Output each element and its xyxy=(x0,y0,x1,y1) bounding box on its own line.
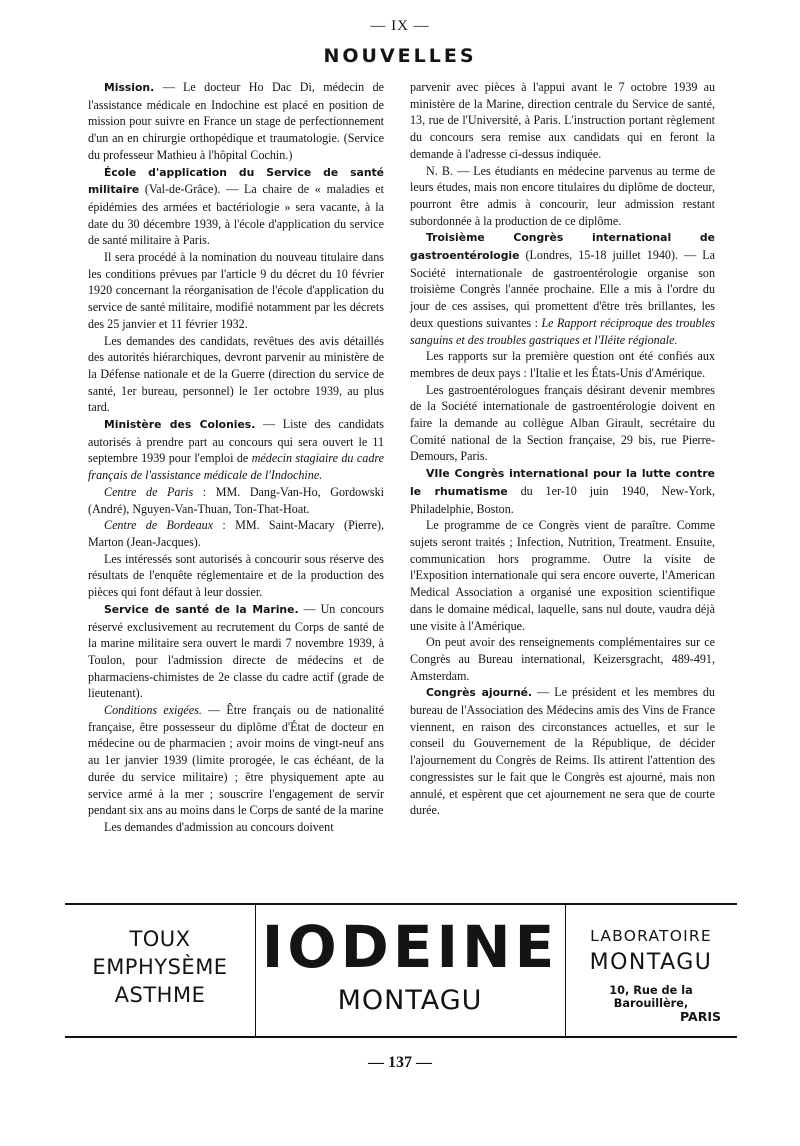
paragraph xyxy=(88,484,384,517)
italic-text: Le Rapport réciproque des troubles sanguins et des troubles gastriques et l'Iléite régionale. xyxy=(410,315,715,347)
paragraph-text: — Liste des candidats autorisés à prendre part au concours qui sera ouvert le 11 septembre 1939 pour l'emploi de xyxy=(88,417,384,466)
paragraph xyxy=(410,79,715,163)
paragraph-text: — Un concours réservé exclusivement au recrutement du Corps de santé de la marine militaire sera ouvert le mardi 7 novembre 1939, à Toulon, pour l'admission directe de médecins et de pharmaciens-chimistes de 2e classe du cadre actif (grade de lieutenant). xyxy=(88,601,384,701)
paragraph xyxy=(88,79,384,164)
paragraph-text: Les demandes d'admission au concours doivent xyxy=(104,819,334,834)
paragraph-text: Il sera procédé à la nomination du nouveau titulaire dans les conditions prévues par l'article 9 du décret du 10 février 1920 concernant la réorganisation de l'école d'application du service de santé militaire, modifié notamment par les décrets des 25 janvier et 11 février 1932. xyxy=(88,250,384,331)
paragraph-text: Les rapports sur la première question ont été confiés aux membres de deux pays : l'Italie et les États-Unis d'Amérique. xyxy=(410,349,715,380)
ad-lab-city: PARIS xyxy=(680,1009,721,1024)
ad-lab-label: LABORATOIRE xyxy=(590,927,712,945)
paragraph xyxy=(88,702,384,819)
paragraph xyxy=(88,416,384,484)
ad-indication-line: EMPHYSÈME xyxy=(92,955,228,979)
paragraph-text: : MM. Dang-Van-Ho, Gordowski (André), Nguyen-Van-Thuan, Ton-That-Hoat. xyxy=(88,484,385,516)
paragraph-text: (Londres, 15-18 juillet 1940). — La Société internationale de gastroentérologie organise son troisième Congrès l'année prochaine. Elle a mis à l'ordre du jour de ces assises, qui promettent d'être très brillantes, les deux questions suivantes : xyxy=(410,248,715,330)
section-heading: Congrès ajourné. xyxy=(426,686,533,700)
paragraph xyxy=(410,229,715,348)
advertisement xyxy=(65,903,737,1038)
paragraph xyxy=(410,348,715,381)
ad-indication-line: TOUX xyxy=(129,927,191,951)
section-heading: Ministère des Colonies. xyxy=(104,418,256,432)
paragraph-text: Les demandes des candidats, revêtues des avis détaillés des autorités hiérarchiques, devront parvenir au ministère de la Défense nationale et de la Guerre (direction du service de santé, 1er bureau, personnel) le 1er octobre 1939, au plus tard. xyxy=(88,333,384,415)
paragraph-text: — Être français ou de nationalité française, être possesseur du diplôme d'État de docteur en médecine ou de pharmacien ; avoir moins de vingt-neuf ans au 1er janvier 1939 (limite prorogée, le cas échéant, de la durée du service militaire) ; être physiquement apte au service armé à la mer ; souscrire l'engagement de servir pendant six ans au moins dans le Corps de santé de la marine xyxy=(88,703,384,818)
paragraph xyxy=(88,333,384,417)
paragraph xyxy=(88,517,384,550)
paragraph xyxy=(88,551,384,601)
section-heading: Mission. xyxy=(104,81,155,94)
paragraph xyxy=(88,601,384,702)
ad-brand-sub: MONTAGU xyxy=(337,985,483,1016)
paragraph xyxy=(410,382,715,466)
paragraph-text: Les gastroentérologues français désirant devenir membres de la Société internationale de gastroentérologie doivent en faire la demande au collègue Alban Girault, secrétaire du Comité national de la Section française, 29 bis, rue Pierre-Demours, Paris. xyxy=(410,382,715,464)
ad-indications xyxy=(65,925,255,1009)
paragraph xyxy=(88,819,384,836)
paragraph xyxy=(410,465,715,517)
paragraph-text: — Le président et les membres du bureau de l'Association des Médecins amis des Vins de France viennent, en raison des circonstances actuelles, et sur le conseil du Gouvernement de la République, de décider l'ajournement du Congrès de Reims. Ils attirent l'attention des congressistes sur le fait que le Congrès est ajourné, mais non annulé, et espèrent que cet ajournement ne sera que de courte durée. xyxy=(410,685,715,818)
italic-text: Centre de Bordeaux xyxy=(104,518,214,533)
ad-lab-address: 10, Rue de la Barouillère, xyxy=(609,984,693,1010)
paragraph-text: parvenir avec pièces à l'appui avant le 7 octobre 1939 au ministère de la Marine, direction centrale du Service de santé, 13, rue de l'Université, à Paris. L'instruction portant règlement du concours sera remise aux candidats qui en feront la demande à l'adresse ci-dessus indiquée. xyxy=(410,80,715,161)
paragraph xyxy=(88,164,384,250)
page-title: NOUVELLES xyxy=(323,45,477,67)
ad-brand-name: IODEINE xyxy=(261,913,559,981)
paragraph xyxy=(410,163,715,230)
italic-text: Centre de Paris xyxy=(104,484,194,499)
ad-lab-name: MONTAGU xyxy=(589,950,713,975)
paragraph xyxy=(410,634,715,684)
section-heading: École d'application du Service de santé militaire xyxy=(88,165,384,197)
italic-text: médecin stagiaire du cadre français de l'assistance médicale de l'Indochine. xyxy=(88,451,384,483)
paragraph-text: du 1er-10 juin 1940, New-York, Philadelphie, Boston. xyxy=(410,483,715,516)
section-heading: Service de santé de la Marine. xyxy=(104,602,299,616)
paragraph-text: On peut avoir des renseignements complémentaires sur ce Congrès au Bureau international, Keizersgracht, 489-491, Amsterdam. xyxy=(410,635,715,683)
section-heading: VIIe Congrès international pour la lutte contre le rhumatisme xyxy=(410,467,715,498)
ad-divider-right xyxy=(565,905,566,1036)
paragraph-text: Les intéressés sont autorisés à concourir sous réserve des résultats de l'enquête réglementaire et de la production des pièces qui font défaut à leur dossier. xyxy=(88,551,384,600)
paragraph-text: N. B. — Les étudiants en médecine parvenus au terme de leurs études, mais non encore titulaires du diplôme de docteur, pourront être admis à concourir, leur admission restant subordonnée à la production de ce diplôme. xyxy=(410,163,715,228)
page-number: — 137 — xyxy=(368,1054,432,1071)
ad-indication-line: ASTHME xyxy=(114,983,206,1007)
paragraph-text: (Val-de-Grâce). — La chaire de « maladies et épidémies des armées et bactériologie » sera vacante, à la date du 30 décembre 1939, à l'école d'application du service de santé militaire à Paris. xyxy=(88,182,384,248)
right-column xyxy=(410,79,715,819)
italic-text: Conditions exigées. xyxy=(104,703,202,718)
paragraph-text: Le programme de ce Congrès vient de paraître. Comme sujets seront traités ; Infection, Nutrition, Treatment. Ensuite, communication hors programme. Outre la visite de l'Exposition internationale qui sera encore ouverte, l'American Medical Association a organisé une exposition scientifique dans le domaine médical, laquelle, sans nul doute, vaudra déjà une visite à l'Amérique. xyxy=(410,518,715,633)
section-heading: Troisième Congrès international de gastroentérologie xyxy=(410,231,715,263)
paragraph xyxy=(410,517,715,634)
paragraph xyxy=(410,684,715,819)
left-column xyxy=(88,79,384,836)
paragraph xyxy=(88,249,384,333)
page-number-roman: — IX — xyxy=(370,18,430,34)
paragraph-text: : MM. Saint-Macary (Pierre), Marton (Jean-Jacques). xyxy=(88,518,384,549)
paragraph-text: — Le docteur Ho Dac Di, médecin de l'assistance médicale en Indochine est placé en position de mission pour suivre en France un stage de perfectionnement d'un an en chirurgie orthopédique et traumatologie. (Service du professeur Mathieu à l'hôpital Cochin.) xyxy=(88,80,384,162)
